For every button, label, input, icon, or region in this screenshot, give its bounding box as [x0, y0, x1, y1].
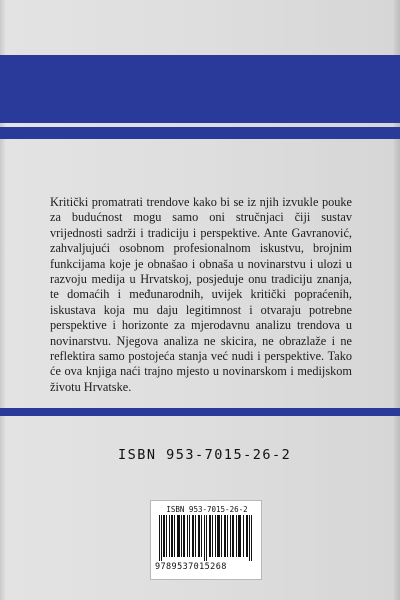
blue-band-bottom [0, 408, 400, 416]
blue-band-top [0, 55, 400, 123]
barcode-label [150, 500, 262, 580]
barcode-icon [159, 515, 253, 561]
back-cover-blurb: Kritički promatrati trendove kako bi se iz njih izvukle pouke za budućnost mogu samo oni stručnjaci čiji sustav vrijednosti sadrži i tradiciju i perspektive. Ante Gavranović, zahvaljujući osobnom profesionalnom iskustvu, brojnim funkcijama koje je obnašao i obnaša u novinarstvu i ulozi u razvoju medija u Hrvatskoj, posjeduje onu tradiciju znanja, te domaćih i međunarodnih, uvijek kritički popraćenih, iskustava koja mu daju legitimnost i otvaraju potrebne perspektive i horizonte za mjerodavnu analizu trendova u novinarstvu. Njegova analiza ne skicira, ne obrazlaže i ne reflektira samo postojeća stanja već nudi i perspektive. Tako će ova knjiga naći trajno mjesto u novinarskom i medijskom životu Hrvatske. [50, 195, 352, 394]
barcode-ean-digits: 9789537015268 [155, 562, 227, 572]
blue-band-stripe [0, 127, 400, 139]
barcode-isbn-text: ISBN 953-7015-26-2 [166, 505, 248, 514]
isbn-text: ISBN 953-7015-26-2 [118, 447, 292, 463]
